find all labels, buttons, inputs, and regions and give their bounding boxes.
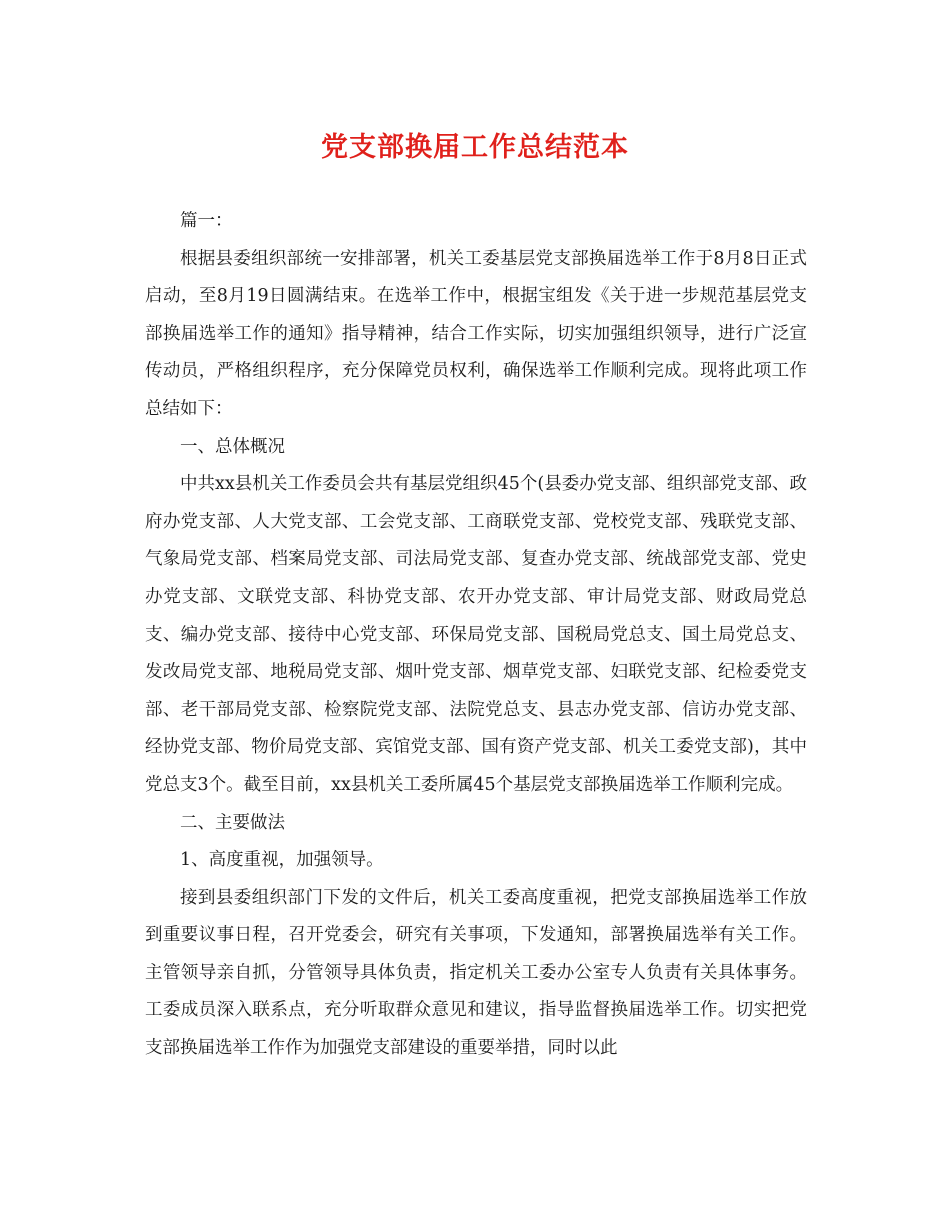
- subheading-leadership: 1、高度重视，加强领导。: [180, 850, 384, 871]
- section-heading-main-practices: 二、主要做法: [180, 812, 285, 833]
- paragraph-heading-part-one: 篇一：: [180, 211, 233, 231]
- paragraph-leadership: 接到县委组织部门下发的文件后，机关工委高度重视，把党支部换届选举工作放到重要议事日程，召开党委会，研究有关事项，下发通知，部署换届选举有关工作。主管领导亲自抓，分管领导具体负责，指定机关工委办公室专人负责有关具体事务。工委成员深入联系点，充分听取群众意见和建议，指导监督换届选举工作。切实把党支部换届选举工作作为加强党支部建设的重要举措，同时以此: [145, 887, 807, 1059]
- document-title: 党支部换届工作总结范本: [321, 132, 629, 163]
- paragraph-intro: 根据县委组织部统一安排部署，机关工委基层党支部换届选举工作于8月8日正式启动，至8月19日圆满结束。在选举工作中，根据宝组发《关于进一步规范基层党支部换届选举工作的通知》指导精神，结合工作实际，切实加强组织领导，进行广泛宣传动员，严格组织程序，充分保障党员权利，确保选举工作顺利完成。现将此项工作总结如下：: [145, 248, 807, 419]
- section-heading-overview: 一、总体概况: [180, 436, 285, 457]
- document-body: [145, 203, 807, 1068]
- paragraph-overview: 中共xx县机关工作委员会共有基层党组织45个(县委办党支部、组织部党支部、政府办党支部、人大党支部、工会党支部、工商联党支部、党校党支部、残联党支部、气象局党支部、档案局党支部、司法局党支部、复查办党支部、统战部党支部、党史办党支部、文联党支部、科协党支部、农开办党支部、审计局党支部、财政局党总支、编办党支部、接待中心党支部、环保局党支部、国税局党总支、国土局党总支、发改局党支部、地税局党支部、烟叶党支部、烟草党支部、妇联党支部、纪检委党支部、老干部局党支部、检察院党支部、法院党总支、县志办党支部、信访办党支部、经协党支部、物价局党支部、宾馆党支部、国有资产党支部、机关工委党支部)，其中党总支3个。截至目前，xx县机关工委所属45个基层党支部换届选举工作顺利完成。: [145, 474, 807, 795]
